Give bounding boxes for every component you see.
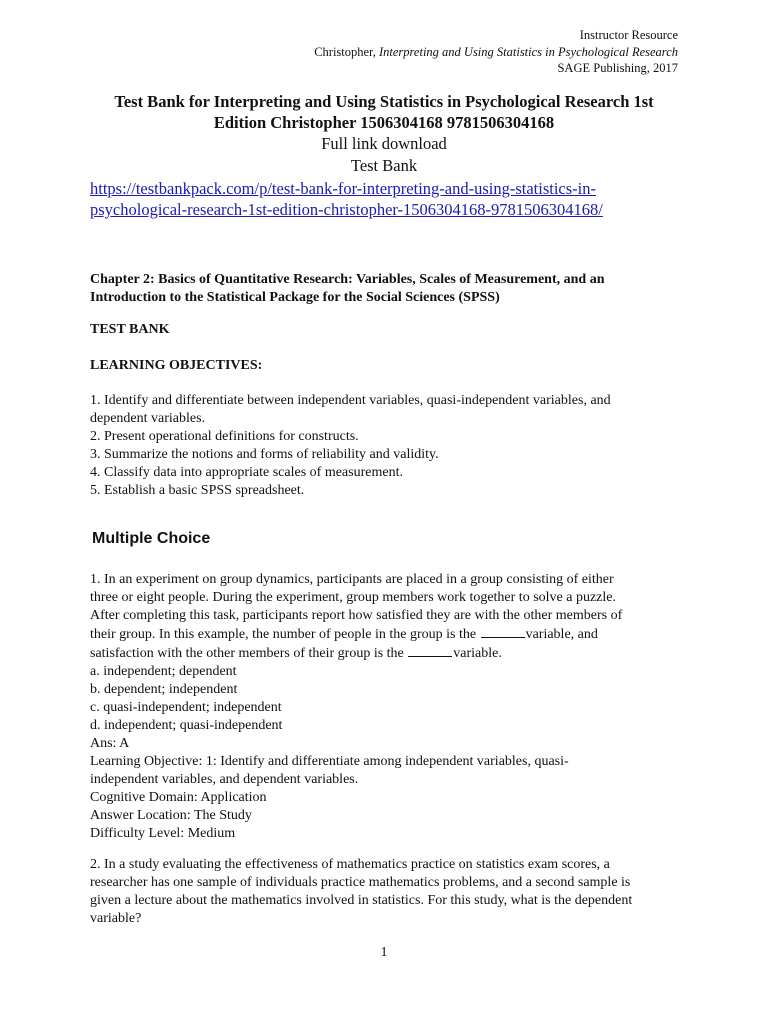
running-header: [314, 27, 678, 77]
learning-objectives-heading: LEARNING OBJECTIVES:: [90, 358, 263, 373]
test-bank-label: Test Bank: [350, 156, 418, 175]
chapter-heading: [90, 271, 690, 307]
option-c: c. quasi-independent; independent: [90, 700, 282, 715]
objective-line: 5. Establish a basic SPSS spreadsheet.: [90, 483, 305, 498]
header-publisher: SAGE Publishing, 2017: [557, 61, 678, 75]
question-1-text: their group. In this example, the number of people in the group is the: [90, 627, 480, 642]
option-d: d. independent; quasi-independent: [90, 718, 283, 733]
cognitive-domain: Cognitive Domain: Application: [90, 790, 267, 805]
header-book-citation: [314, 44, 678, 61]
download-link-line-1[interactable]: https://testbankpack.com/p/test-bank-for-interpreting-and-using-statistics-in-: [90, 179, 596, 198]
objective-line: dependent variables.: [90, 411, 206, 426]
chapter-heading-line-1: Chapter 2: Basics of Quantitative Research: Variables, Scales of Measurement, and an: [90, 272, 605, 287]
question-1-line: 1. In an experiment on group dynamics, participants are placed in a group consisting of either: [90, 572, 614, 587]
title-line-1: Test Bank for Interpreting and Using Statistics in Psychological Research 1st: [114, 92, 654, 111]
chapter-heading-line-2: Introduction to the Statistical Package for the Social Sciences (SPSS): [90, 290, 500, 305]
objective-line: 2. Present operational definitions for constructs.: [90, 429, 359, 444]
question-1-line-blank-1: [90, 625, 690, 644]
download-link-line-2[interactable]: psychological-research-1st-edition-christopher-1506304168-9781506304168/: [90, 200, 603, 219]
test-bank-heading: TEST BANK: [90, 322, 170, 337]
header-author: Christopher,: [314, 44, 379, 59]
difficulty-level: Difficulty Level: Medium: [90, 826, 236, 841]
option-a: a. independent; dependent: [90, 664, 237, 679]
objective-line: 1. Identify and differentiate between independent variables, quasi-independent variables, and: [90, 393, 611, 408]
full-link-download-label: Full link download: [321, 134, 447, 153]
answer-key: Ans: A: [90, 736, 130, 751]
question-1-text: variable.: [453, 646, 502, 661]
learning-objectives-list: [90, 392, 690, 500]
document-title: [60, 91, 708, 133]
question-1-line: After completing this task, participants report how satisfied they are with the other members of: [90, 608, 623, 623]
question-2: [90, 856, 690, 928]
learning-objective-ref-line-1: Learning Objective: 1: Identify and differentiate among independent variables, quasi-: [90, 754, 569, 769]
learning-objective-ref-line-2: independent variables, and dependent variables.: [90, 772, 359, 787]
answer-location: Answer Location: The Study: [90, 808, 252, 823]
download-link[interactable]: [90, 178, 690, 220]
page-number: 1: [380, 945, 388, 960]
question-2-line: given a lecture about the mathematics involved in statistics. For this study, what is the dependent: [90, 893, 633, 908]
question-1-line-blank-2: [90, 644, 690, 663]
header-instructor-resource: Instructor Resource: [579, 28, 678, 42]
question-1-text: satisfaction with the other members of their group is the: [90, 646, 408, 661]
question-2-line: 2. In a study evaluating the effectiveness of mathematics practice on statistics exam scores, a: [90, 857, 610, 872]
objective-line: 3. Summarize the notions and forms of reliability and validity.: [90, 447, 439, 462]
question-1-line: three or eight people. During the experiment, group members work together to solve a puzzle.: [90, 590, 616, 605]
question-1: [90, 571, 690, 843]
multiple-choice-heading: Multiple Choice: [92, 530, 211, 547]
header-book-title: Interpreting and Using Statistics in Psychological Research: [378, 44, 678, 59]
title-line-2: Edition Christopher 1506304168 9781506304168: [213, 113, 555, 132]
option-b: b. dependent; independent: [90, 682, 238, 697]
question-1-text: variable, and: [525, 627, 598, 642]
objective-line: 4. Classify data into appropriate scales of measurement.: [90, 465, 403, 480]
answer-blank: [481, 625, 525, 638]
question-2-line: variable?: [90, 911, 142, 926]
question-2-line: researcher has one sample of individuals practice mathematics problems, and a second sample is: [90, 875, 631, 890]
answer-blank: [408, 644, 452, 657]
